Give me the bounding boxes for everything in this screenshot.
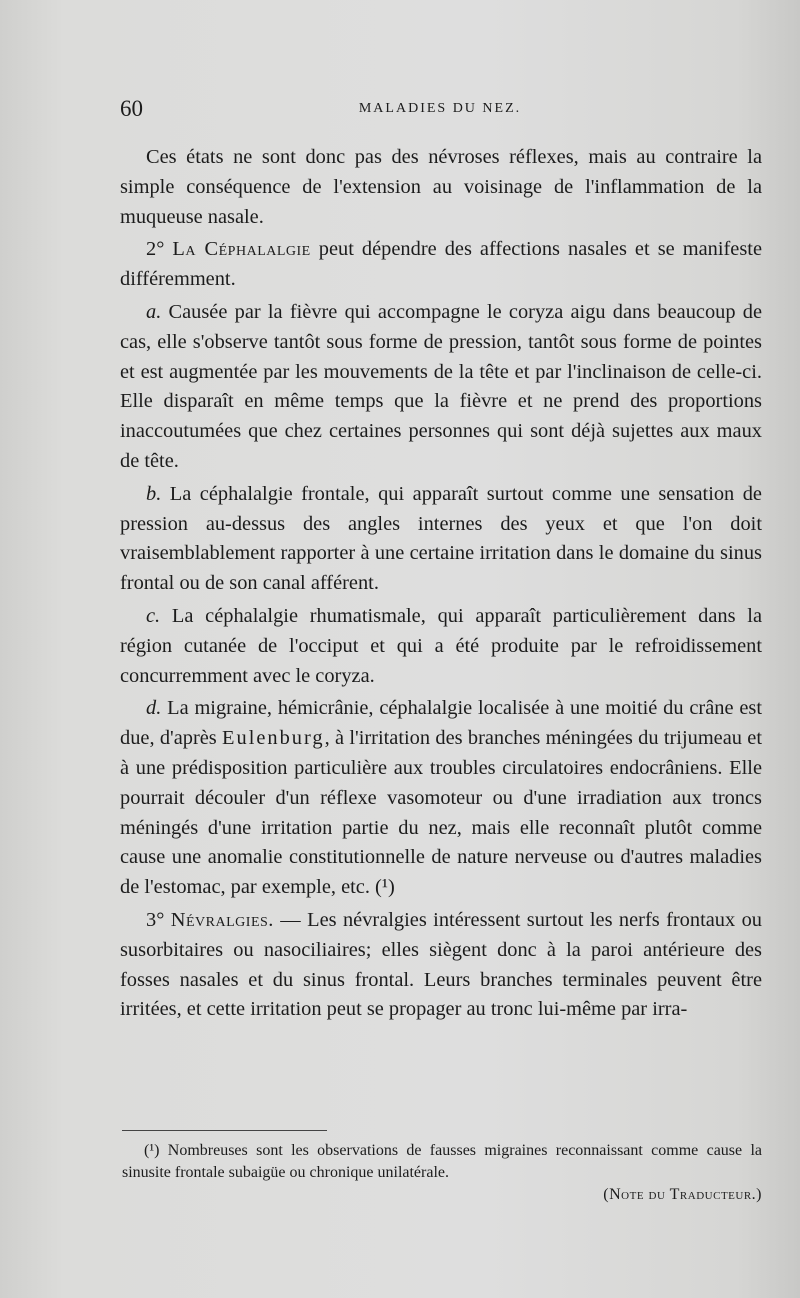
page-number: 60 xyxy=(120,96,143,121)
section-number: 2° xyxy=(146,238,165,261)
paragraph-text: , à l'irritation des branches méningées du trijumeau et à une prédisposition particulière aux troubles circulatoires endocrâniens. Elle pourrait découler d'un réflexe vasomoteur ou d'une irradiation aux troncs méningés d'une irritation partie du nez, mais elle reconnaît plutôt comme cause une anomalie constitutionnelle de nature nerveuse ou d'autres maladies de l'estomac, par exemple, etc. (¹) xyxy=(120,727,763,899)
paragraph-d xyxy=(120,694,762,903)
paragraph-text: La céphalalgie rhumatismale, qui apparaît particulièrement dans la région cutanée de l'occiput et qui a été produite par le refroidissement concurremment avec le coryza. xyxy=(120,604,762,687)
footnote-divider xyxy=(122,1130,327,1131)
paragraph-text: peut dépendre des affections nasales et se manifeste différemment. xyxy=(120,238,762,291)
author-name: Eulenburg xyxy=(222,727,325,750)
page-body xyxy=(120,143,762,1028)
item-label: d. xyxy=(146,697,162,720)
section-heading: Névralgies. xyxy=(170,908,274,931)
item-label: a. xyxy=(146,300,162,323)
paragraph-a xyxy=(120,298,762,477)
paragraph-b xyxy=(120,480,762,599)
paragraph-1-text: Ces états ne sont donc pas des névroses réflexes, mais au contraire la simple conséquence de l'extension au voisinage de l'inflammation de la muqueuse nasale. xyxy=(120,146,762,228)
paragraph-cephalalgie xyxy=(120,235,762,295)
footnote-text: (¹) Nombreuses sont les observations de fausses migraines reconnaissant comme cause la sinusite frontale subaigüe ou chronique unilatérale. xyxy=(122,1142,762,1181)
footnote-credit: (Note du Traducteur.) xyxy=(603,1186,762,1203)
paragraph-text: — Les névralgies intéressent surtout les nerfs frontaux ou susorbitaires ou nasociliaires; elles siègent donc à la paroi antérieure des fosses nasales et du sinus frontal. Leurs branches terminales peuvent être irritées, et cette irritation peut se propager au tronc lui-même par irra- xyxy=(120,908,762,1021)
paragraph-1 xyxy=(120,143,762,232)
paragraph-text: La migraine, hémicrânie, céphalalgie localisée à une moitié du crâne est due, d'après xyxy=(120,697,762,750)
footnote xyxy=(122,1140,762,1206)
paragraph-nevralgies xyxy=(120,906,762,1025)
paragraph-c xyxy=(120,602,762,691)
item-label: b. xyxy=(146,482,162,505)
running-title: MALADIES DU NEZ. xyxy=(358,101,522,116)
item-label: c. xyxy=(146,604,161,627)
paragraph-text: La céphalalgie frontale, qui apparaît surtout comme une sensation de pression au-dessus des angles internes des yeux et que l'on doit vraisemblablement rapporter à une certaine irritation dans le domaine du sinus frontal ou de son canal afférent. xyxy=(120,482,762,595)
paragraph-text: Causée par la fièvre qui accompagne le coryza aigu dans beaucoup de cas, elle s'observe tantôt sous forme de pression, tantôt sous forme de pointes et est augmentée par les mouvements de la tête et par l'inclinaison de celle-ci. Elle disparaît en même temps que la fièvre et ne prend des proportions inaccoutumées que chez certaines personnes qui sont déjà sujettes aux maux de tête. xyxy=(120,300,762,472)
section-heading: La Céphalalgie xyxy=(172,238,311,261)
section-number: 3° xyxy=(146,908,165,931)
page-header xyxy=(120,96,760,126)
